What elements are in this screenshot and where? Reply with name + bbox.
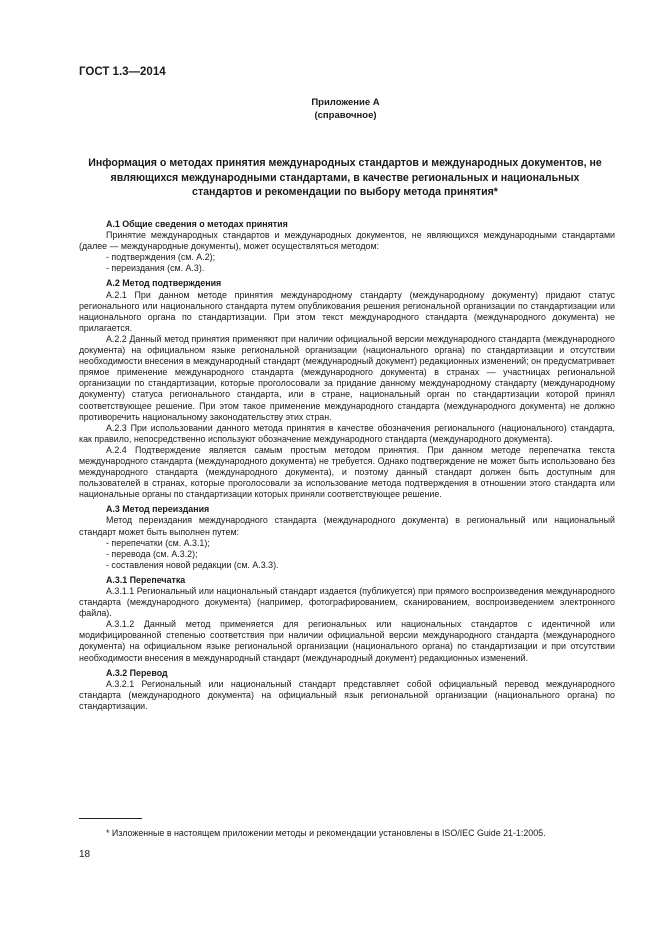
paragraph: А.3.1.1 Региональный или национальный стандарт издается (публикуется) при прямого воспроизведения международного стандарта (международного документа) (например, фотографированием, сканированием, воспроизведением электронного файла). (79, 586, 615, 619)
paragraph: Метод переиздания международного стандарта (международного документа) в региональный или национальный стандарт может быть выполнен путем: (79, 515, 615, 537)
paragraph: А.2.2 Данный метод принятия применяют при наличии официальной версии международного стандарта (международного документа) на официальном языке региональной организации (национального органа) по стандартизации и отсутствии необходимости внесения в международный стандарт (международный документ) редакционных изменений; он предусматривает прямое применение международного стандарта (международного документа) в странах — участницах региональной организации по стандартизации, которые проголосовали за придание данному международному стандарту (международному документу) статуса регионального стандарта, или в стране, национальный орган по стандартизации которой принял соответствующее решение. При этом такое применение международного стандарта (международного документа) не должно противоречить национальному законодательству этих стран. (79, 333, 615, 422)
section-heading: А.1 Общие сведения о методах принятия (106, 219, 288, 229)
paragraph: А.3.2.1 Региональный или национальный стандарт представляет собой официальный перевод международного стандарта (международного документа) на официальный язык региональной организации (национального органа) по стандартизации. (79, 678, 615, 711)
list-item: - перепечатки (см. А.3.1); (106, 537, 210, 548)
appendix-type: (справочное) (314, 110, 377, 121)
list-item: - переиздания (см. А.3). (106, 263, 205, 274)
standard-designation: ГОСТ 1.3—2014 (79, 66, 166, 78)
appendix-body (79, 219, 615, 712)
list-item: - перевода (см. А.3.2); (106, 548, 198, 559)
paragraph: А.2.4 Подтверждение является самым простым методом принятия. При данном методе перепечатка текста международного стандарта (международного документа) не требуется. Однако подтверждение не может быть использовано без международного стандарта (международного документа), и поэтому данный стандарт должен быть доступным для пользователей в странах, которые проголосовали за использование метода подтверждения в отношении этого стандарта или национальные органы по стандартизации которых приняли соответствующее решение. (79, 444, 615, 500)
footnote-separator (79, 818, 142, 819)
paragraph: А.2.1 При данном методе принятия международному стандарту (международному документу) придают статус регионального или национального стандарта путем опубликования решения региональной организации по стандартизации или национального органа по стандартизации. При этом текст международного стандарта (международного документа) не прилагается. (79, 289, 615, 333)
page-number: 18 (79, 849, 91, 860)
paragraph: А.3.1.2 Данный метод применяется для региональных или национальных стандартов с идентичной или модифицированной степенью соответствия при наличии официальной версии международного стандарта (международного документа) на официальном языке региональной организации (национального органа) по стандартизации и при отсутствии необходимости внесения в международный стандарт (международный документ) редакционных изменений. (79, 619, 615, 663)
section-heading: А.2 Метод подтверждения (106, 278, 222, 289)
section-heading: А.3 Метод переиздания (106, 504, 210, 515)
paragraph: Принятие международных стандартов и международных документов, не являющихся международными стандартами (далее — международные документы), может осуществляться методом: (79, 230, 615, 252)
appendix-label: Приложение А (311, 97, 380, 108)
section-heading: А.3.1 Перепечатка (106, 574, 186, 585)
list-item: - подтверждения (см. А.2); (106, 252, 216, 263)
appendix-heading (0, 96, 661, 122)
section-heading: А.3.2 Перевод (106, 667, 168, 678)
list-item: - составления новой редакции (см. А.3.3). (106, 559, 279, 570)
footnote: * Изложенные в настоящем приложении методы и рекомендации установлены в ISO/IEC Guide 21-1:2005. (106, 828, 546, 838)
appendix-title: Информация о методах принятия международных стандартов и международных документов, не являющихся международными стандартами, в качестве региональных и национальных стандартов и рекомендации по выбору метода принятия* (88, 157, 602, 198)
paragraph: А.2.3 При использовании данного метода принятия в качестве обозначения регионального (национального) стандарта, как правило, непосредственно используют обозначение международного стандарта (международного документа). (79, 422, 615, 444)
